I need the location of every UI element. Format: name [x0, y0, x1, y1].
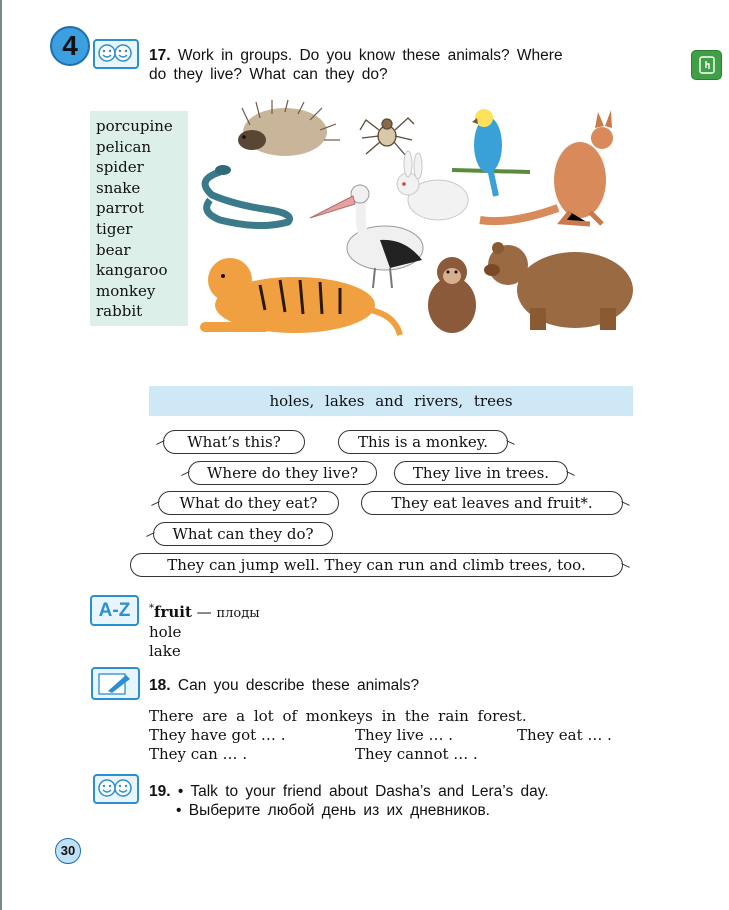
- page-number: 30: [55, 838, 81, 864]
- exercise-17-line2: do they live? What can they do?: [149, 66, 388, 83]
- habitats-hint-text: holes, lakes and rivers, trees: [269, 392, 513, 410]
- speech-bubble-answer: They live in trees.: [394, 461, 568, 485]
- exercise-18-line1: There are a lot of monkeys in the rain forest.: [149, 707, 527, 725]
- vocab-dash: —: [196, 603, 212, 621]
- speech-bubble-question: What do they eat?: [158, 491, 339, 515]
- rabbit-illustration: [397, 151, 468, 220]
- word-rabbit: rabbit: [96, 302, 143, 321]
- exercise-18-cannot: They cannot … .: [355, 745, 478, 763]
- vocab-lake: lake: [149, 642, 181, 660]
- word-tiger: tiger: [96, 219, 133, 238]
- exercise-19-instruction: 19. • Talk to your friend about Dasha’s and Lera’s day. • Выберите любой день из их дневников.: [149, 783, 549, 819]
- pelican-illustration: [310, 185, 423, 288]
- vocab-hole: hole: [149, 623, 182, 641]
- exercise-18-can: They can … .: [149, 745, 248, 763]
- animal-word-list: [90, 111, 188, 326]
- exercise-17-instruction: [149, 46, 639, 84]
- porcupine-illustration: [238, 100, 340, 156]
- exercise-18-instruction: [149, 676, 419, 695]
- exercise-19-bullet1: Talk to your friend about Dasha’s and Lera’s day.: [190, 783, 549, 800]
- word-porcupine: porcupine: [96, 117, 173, 135]
- animals-illustration: [190, 100, 640, 355]
- word-pelican: pelican: [96, 137, 152, 156]
- exercise-18-eat: They eat … .: [517, 726, 612, 744]
- vocabulary-list: *fruit — плоды hole lake: [149, 603, 260, 660]
- parrot-illustration: [452, 109, 530, 196]
- tiger-illustration: [200, 258, 400, 335]
- group-work-icon: [93, 39, 139, 69]
- word-kangaroo: kangaroo: [96, 261, 168, 280]
- interactive-touch-button[interactable]: [691, 50, 722, 80]
- exercise-17-number: 17.: [149, 47, 171, 64]
- speech-bubble-question: Where do they live?: [188, 461, 377, 485]
- hand-pointer-icon: [698, 55, 716, 75]
- writing-pen-icon: [91, 667, 140, 700]
- pair-work-icon: [93, 774, 139, 804]
- speech-bubble-answer: This is a monkey.: [338, 430, 508, 454]
- kangaroo-illustration: [480, 110, 613, 224]
- snake-illustration: [205, 165, 289, 226]
- vocabulary-badge: A-Z: [90, 595, 139, 626]
- spider-illustration: [360, 118, 414, 156]
- speech-bubble-question: What can they do?: [153, 522, 333, 546]
- monkey-illustration: [428, 257, 476, 333]
- word-monkey: monkey: [96, 281, 156, 300]
- exercise-18-prompt: Can you describe these animals?: [177, 677, 420, 694]
- exercise-19-bullet2: Выберите любой день из их дневников.: [188, 802, 490, 819]
- exercise-19-number: 19.: [149, 783, 171, 800]
- vocab-fruit: fruit: [154, 603, 192, 621]
- speech-bubble-question: What’s this?: [163, 430, 305, 454]
- exercise-17-line1: Work in groups. Do you know these animals? Where: [177, 47, 563, 64]
- speech-bubble-answer: They can jump well. They can run and climb trees, too.: [130, 553, 623, 577]
- word-spider: spider: [96, 158, 144, 177]
- vocab-translation: плоды: [216, 606, 260, 621]
- unit-number-badge: 4: [50, 26, 90, 66]
- exercise-18-number: 18.: [149, 677, 171, 694]
- word-bear: bear: [96, 240, 131, 259]
- speech-bubble-answer: They eat leaves and fruit*.: [361, 491, 623, 515]
- word-parrot: parrot: [96, 199, 144, 218]
- exercise-18-have-got: They have got … .: [149, 726, 286, 744]
- exercise-18-live: They live … .: [355, 726, 454, 744]
- bear-illustration: [484, 242, 633, 330]
- word-snake: snake: [96, 178, 141, 197]
- habitats-hint-bar: [149, 386, 633, 416]
